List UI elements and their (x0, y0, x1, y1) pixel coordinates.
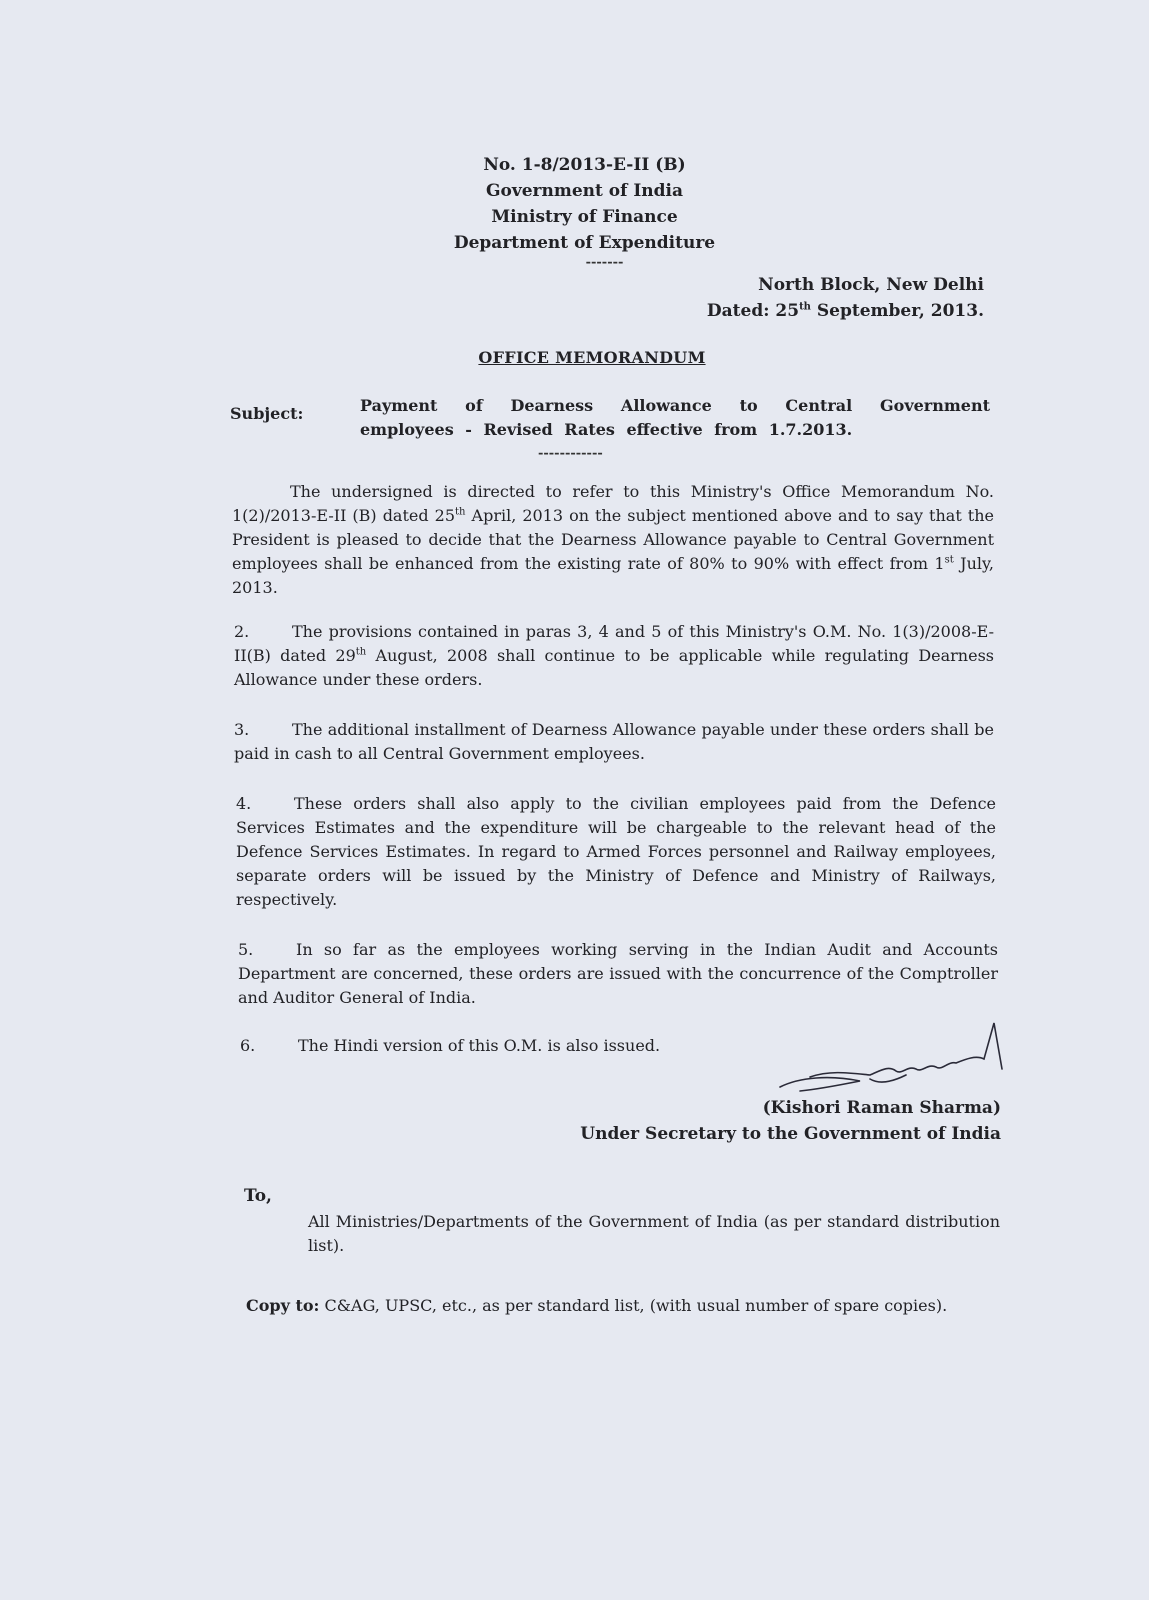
location-line: North Block, New Delhi (758, 275, 984, 295)
paragraph-3-number: 3. (234, 720, 250, 739)
paragraph-4-number: 4. (236, 794, 252, 813)
paragraph-1-sup-1: th (455, 506, 466, 518)
paragraph-1-part-c: July, 2013. (232, 554, 995, 597)
paragraph-1-part-a: The undersigned is directed to refer to this Ministry's Office Memorandum No. 1(2)/2013-E-II (B) dated 25 (232, 482, 994, 525)
paragraph-2-sup: th (355, 646, 367, 658)
header-separator: ------- (585, 255, 624, 270)
paragraph-6-number: 6. (240, 1036, 256, 1055)
paragraph-5 (238, 938, 998, 1010)
copy-to-text: C&AG, UPSC, etc., as per standard list, (with usual number of spare copies). (319, 1296, 948, 1315)
signature-mark (770, 1015, 1010, 1110)
copy-to-label: Copy to: (246, 1296, 320, 1315)
paragraph-3 (234, 718, 994, 766)
copy-to-line (246, 1294, 1006, 1318)
paragraph-2-part-b: August, 2008 shall continue to be applicable while regulating Dearness Allowance under these orders. (234, 646, 994, 689)
to-label: To, (244, 1186, 272, 1206)
to-text: All Ministries/Departments of the Government of India (as per standard distribution list). (308, 1212, 1000, 1255)
subject-label: Subject: (230, 404, 304, 423)
paragraph-4-text: These orders shall also apply to the civilian employees paid from the Defence Services Estimates and the expenditure will be chargeable to the relevant head of the Defence Services Estimates. In regard to Armed Forces personnel and Railway employees, separate orders will be issued by the Ministry of Defence and Ministry of Railways, respectively. (236, 794, 996, 909)
date-superscript: th (799, 301, 811, 313)
date-prefix: Dated: 25 (706, 301, 800, 321)
paragraph-6-text: The Hindi version of this O.M. is also issued. (298, 1036, 661, 1055)
department-line: Department of Expenditure (453, 233, 716, 253)
paragraph-1 (232, 480, 994, 600)
paragraph-2-number: 2. (234, 622, 250, 641)
subject-separator: ------------ (538, 446, 603, 461)
paragraph-5-number: 5. (238, 940, 254, 959)
file-number: No. 1-8/2013-E-II (B) (483, 155, 686, 175)
date-line (707, 298, 984, 324)
paragraph-1-sup-2: st (944, 554, 954, 566)
paragraph-1-part-b: April, 2013 on the subject mentioned above and to say that the President is pleased to decide that the Dearness Allowance payable to Central Government employees shall be enhanced from the existing rate of 80% to 90% with effect from 1 (232, 506, 994, 573)
paragraph-5-text: In so far as the employees working serving in the Indian Audit and Accounts Department are concerned, these orders are issued with the concurrence of the Comptroller and Auditor General of India. (238, 940, 998, 1007)
memorandum-title: OFFICE MEMORANDUM (478, 348, 706, 367)
paragraph-2 (234, 620, 994, 692)
signatory-name: (Kishori Raman Sharma) (762, 1098, 1001, 1118)
signatory-designation: Under Secretary to the Government of India (580, 1124, 1001, 1144)
government-line: Government of India (485, 181, 684, 201)
subject-text: Payment of Dearness Allowance to Central Government employees - Revised Rates effective from 1.7.2013. (360, 396, 990, 439)
ministry-line: Ministry of Finance (491, 207, 678, 227)
paragraph-2-part-a: The provisions contained in paras 3, 4 and 5 of this Ministry's O.M. No. 1(3)/2008-E-II(B) dated 29 (234, 622, 994, 665)
paragraph-4 (236, 792, 996, 912)
date-suffix: September, 2013. (810, 301, 984, 321)
paragraph-3-text: The additional installment of Dearness Allowance payable under these orders shall be paid in cash to all Central Government employees. (234, 720, 994, 763)
